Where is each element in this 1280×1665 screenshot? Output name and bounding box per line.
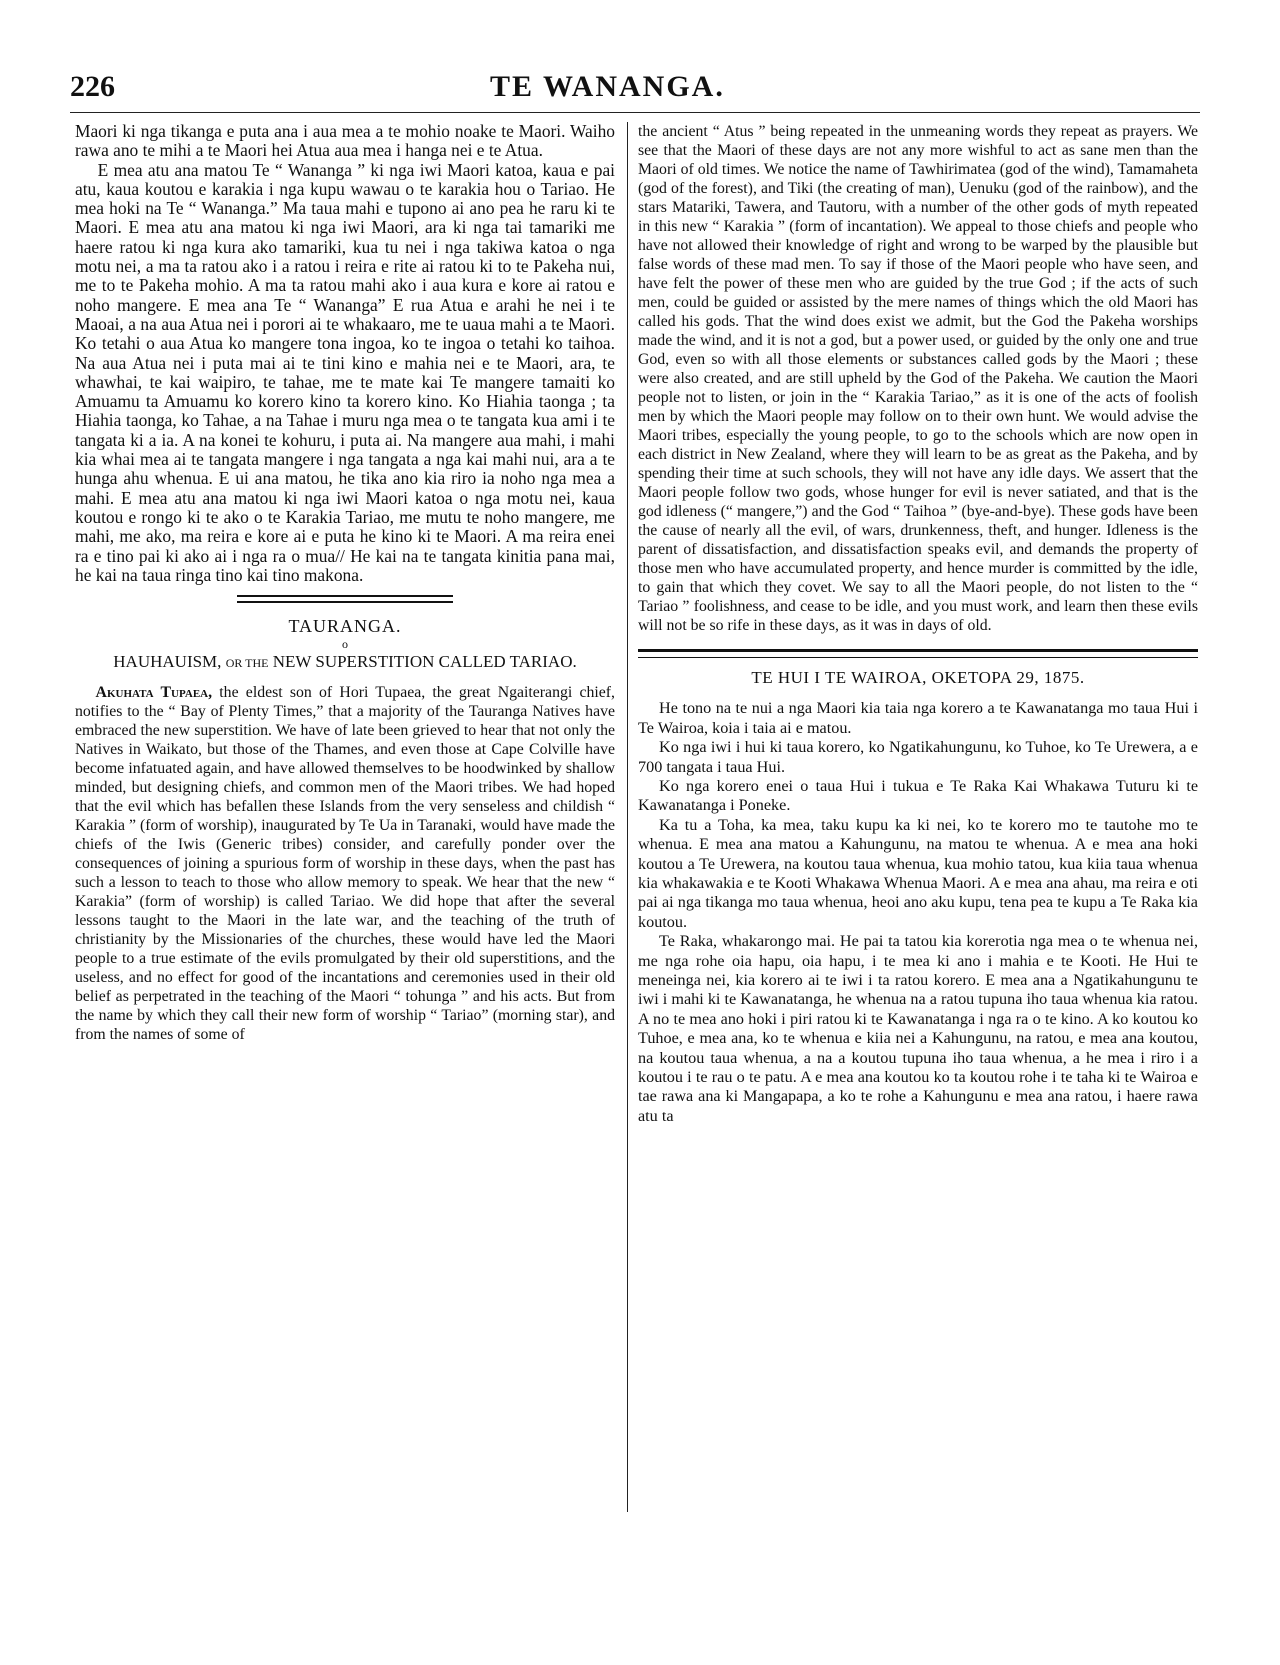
column-rule — [627, 122, 628, 1512]
hui-paragraph: Te Raka, whakarongo mai. He pai ta tatou kia korerotia nga mea o te whenua nei, me nga rohe oia hapu, oia hapu, i te mea ki ano i mahia e te Kooti. He Hui te meneinga nei, kia korero ai te iwi i ta ratou korero. E mea ana a Ngatikahungunu te iwi i mahi ki te Kawanatanga, he whenua na a ratou tupuna iho taua whenua kia ratou. A no te mea ano hoki i piri ratou ki te Kawanatanga i nga ra o te kino. A ko koutou ko Tuhoe, e mea ana, ko te whenua e kiia nei a Kahungunu, na ratou, e mea ana koutou, na koutou taua whenua, a na a koutou tupuna iho taua whenua, a he mea i riro i a koutou i te rau o te patu. A e mea ana koutou ko ta koutou rohe i te taha ki te Wairoa e tae rawa ana ki Mangapapa, a ko te rohe a Kahungunu e mea ana ratou, i haere rawa atu ta — [638, 932, 1198, 1125]
subtitle-or: OR THE — [225, 656, 269, 671]
masthead-rule — [70, 112, 1200, 113]
maori-paragraph: E mea atu ana matou Te “ Wananga ” ki nga iwi Maori katoa, kaua e pai atu, kaua koutou e karakia i nga kupu wawau o te karakia hou o Tariao. He mea hoki na Te “ Wananga.” Ma taua mahi e tupono ai ano pea he raru ki te Maori. E mea atu ana matou ki nga iwi Maori, ara ki nga tai tamariki me haere ratou ki nga kura ako tamariki, kua tu nei i nga takiwa katoa o nga motu nei, a ma ta ratou ako i a ratou i reira e rite ai ratou ki to te Pakeha nui, me to te Pakeha mohio. A ma ta ratou mahi ako i aua kura e kore ai ratou e noho mangere. E mea ana Te “ Wananga” E rua Atua e arahi he nei i te Maoai, a na aua Atua nei i porori ai te whakaaro, me te uaua mahi a te Maori. Ko tetahi o aua Atua ko mangere tona ingoa, ko te ingoa o tetahi ko taihoa. Na aua Atua nei i puta mai ai te tini kino e mahia nei e te Maori, ara, te whawhai, te kai waipiro, te tahae, me te mate kai Te mangere tamaiti ko Amuamu ta Amuamu ko korero kino ta korero kino. Ko Hiahia taonga ; ta Hiahia taonga, ko Tahae, a na Tahae i muru nga mea o te tangata kua ami i te tangata ki a ia. A na konei te kohuru, i puta ai. Na mangere aua mahi, i mahi kia whai mea ai te tangata mangere i nga tangata a nga kai mahi nui, ara a te hunga ahu whenua. E ui ana matou, he tika ano kia riro ia noho nga mea a mahi. E mea atu ana matou ki nga iwi Maori katoa o nga motu nei, kaua koutou e rongo ki te ako o te Karakia Tariao, me mutu te noho mangere, me mahi, me ako, ma reira e kore ai e puta he kino ki te Maori. A ma reira enei ra e tino pai ki ako ai i nga ra o mua// He kai na te tangata kinitia pana mai, he kai na taua ringa tino kai tino makona. — [75, 159, 615, 585]
english-paragraph-text: the eldest son of Hori Tupaea, the great Ngaiterangi chief, notifies to the “ Bay of Plenty Times,” that a majority of the Tauranga Natives have embraced the new superstition. We have of late been grieved to hear that not only the Natives in Waikato, but those of the Thames, and even those at Cape Colville have become infatuated again, and have allowed themselves to be hoodwinked by shallow minded, but designing chiefs, and common men of the Maori tribes. We had hoped that the evil which has befallen these Islands from the very senseless and childish “ Karakia ” (form of worship), inaugurated by Te Ua in Taranaki, would have made the chiefs of the Iwis (Generic tribes) consider, and carefully ponder over the consequences of joining a spurious form of worship in these days, when the past has such a lesson to teach to those who allow memory to speak. We hear that the new “ Karakia” (form of worship) is called Tariao. We did hope that after the several lessons taught to the Maori in the late war, and the teaching of the truth of christianity by the Missionaries of the churches, these would have led the Maori people to a true estimate of the evils promulgated by their old superstitions, and the useless, and no effect for good of the incantations and ceremonies used in their old belief as perpetrated in the teaching of the Maori “ tohunga ” and his acts. But from the name by which they call their new form of worship “ Tariao” (morning star), and from the names of some of — [75, 684, 615, 1044]
hui-article — [638, 699, 1198, 1126]
maori-article — [75, 122, 615, 585]
article-divider — [237, 595, 453, 603]
right-column — [638, 122, 1198, 1126]
left-column — [75, 122, 615, 1044]
page-number: 226 — [70, 70, 115, 103]
hui-paragraph: Ka tu a Toha, ka mea, taku kupu ka ki nei, ko te korero mo te tautohe mo te whenua. E mea ana matou a Kahungunu, na matou te whenua. A e mea ana hoki koutou a Te Urewera, na koutou taua whenua, kua mohio tatou, kua kiia taua whenua kia whakawakia e te Kooti Whakawa Whenua Maori. A e mea ana ahau, ma reira e oti pai ai nga tikanga mo taua whenua, heoi ano aku kupu, tena pea te kupu a Te Raka kia koutou. — [638, 815, 1198, 931]
article-subtitle — [75, 652, 615, 673]
section-title-hui: TE HUI I TE WAIROA, OKETOPA 29, 1875. — [751, 668, 1085, 687]
english-article-continued — [638, 122, 1198, 635]
subtitle-rest: NEW SUPERSTITION CALLED TARIAO. — [272, 652, 577, 672]
maori-paragraph: Maori ki nga tikanga e puta ana i aua mea a te mohio noake te Maori. Waiho rawa ano te mihi a te Maori hei Atua aua mea i hanga nei e te Atua. — [75, 121, 615, 161]
ornament: o — [342, 637, 348, 652]
english-lead-name: Akuhata Tupaea, — [95, 684, 213, 702]
english-article — [75, 683, 615, 1044]
section-title-tauranga: TAURANGA. — [288, 616, 402, 637]
english-paragraph-continued: the ancient “ Atus ” being repeated in the unmeaning words they repeat as prayers. We see that the Maori of these days are not any more wishful to act as sane men than the Maori of old times. We notice the name of Tawhirimatea (god of the wind), Tamamaheta (god of the forest), and Tiki (the creating of man), Uenuku (god of the rainbow), and the stars Matariki, Tawera, and Tautoru, with a number of the other gods of myth repeated in this new “ Karakia ” (form of incantation). We appeal to those chiefs and people who have not allowed their knowledge of right and wrong to be warped by the plausible but false words of these mad men. To say if those of the Maori people who have seen, and have felt the power of these men who are guided by the true God ; if the acts of such men, could be guided or assisted by the mere names of things which the old Maori has called his gods. That the wind does exist we admit, but the God the Pakeha worships made the wind, and it is not a god, but a power used, or guided by the only one and true God, even so with all those elements or substances called gods by the Maori ; these were also created, and are still upheld by the God of the Pakeha. We caution the Maori people not to listen, or join in the “ Karakia Tariao,” as it is one of the acts of foolish men by which the Maori people may follow on to their own hunt. We would advise the Maori tribes, especially the young people, to go to the schools which are now open in each district in New Zealand, where they will learn to be as great as the Pakeha, and by spending their time at such schools, they will not have any idle days. We assert that the Maori people follow two gods, whose hunger for evil is never satiated, and that is the god idleness (“ mangere,”) and the God “ Taihoa ” (bye-and-bye). These gods have been the cause of nearly all the evil, of wars, drunkenness, theft, and hunger. Idleness is the parent of dissatisfaction, and dissatisfaction speaks evil, and demands the property of those men who have accumulated property, and hence murder is committed by the idle, to gain that which they covet. We say to all the Maori people, do not listen to the “ Tariao ” foolishness, and cease to be idle, and you must work, and learn then these evils will not be so rife in these days, as it was in days of old. — [638, 123, 1198, 634]
hui-paragraph: Ko nga korero enei o taua Hui i tukua e Te Raka Kai Whakawa Tuturu ki te Kawanatanga i Poneke. — [638, 776, 1198, 815]
english-paragraph — [75, 683, 615, 1044]
hui-paragraph: He tono na te nui a nga Maori kia taia nga korero a te Kawanatanga mo taua Hui i Te Wairoa, koia i taia ai e matou. — [638, 699, 1198, 737]
hui-paragraph: Ko nga iwi i hui ki taua korero, ko Ngatikahungunu, ko Tuhoe, ko Te Urewera, a e 700 tangata i taua Hui. — [638, 738, 1198, 776]
subtitle-main: HAUHAUISM, — [113, 652, 222, 672]
article-divider — [638, 649, 1198, 658]
newspaper-title: TE WANANGA. — [490, 70, 725, 103]
masthead — [70, 70, 1200, 110]
